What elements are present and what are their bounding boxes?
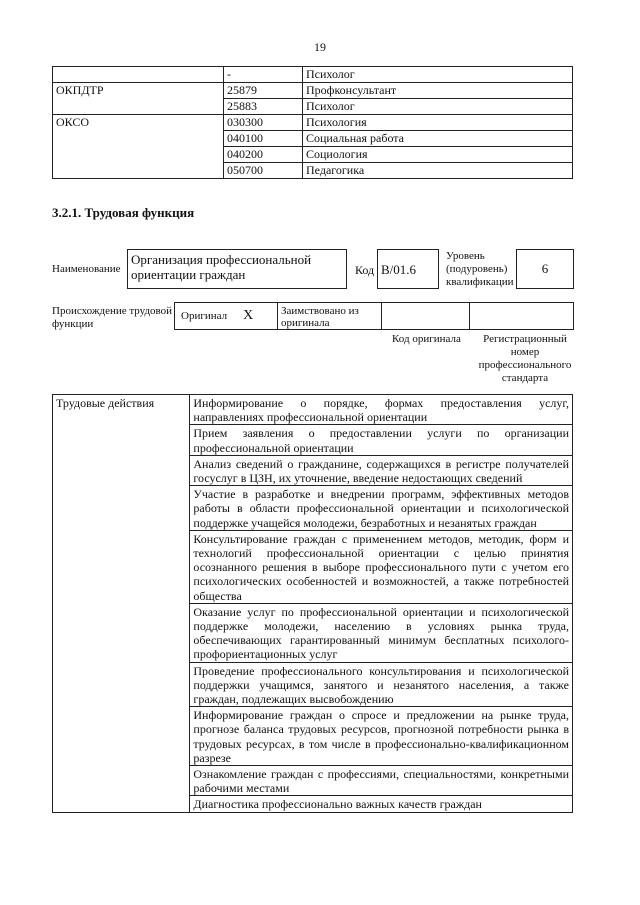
classifier-cell: ОКСО — [53, 115, 224, 179]
name-label: Наименование — [52, 263, 121, 275]
labor-actions-table — [52, 394, 573, 813]
classifier-codes-table — [52, 66, 573, 179]
labor-action-item: Информирование граждан о спросе и предложении на рынке труда, прогнозе баланса трудовых ресурсов, прогнозной потребности рынка в трудовых ресурсах, в том числе в профессионально-квалификационном разрезе — [190, 707, 573, 766]
code-cell: - — [224, 67, 303, 83]
labor-action-item: Информирование о порядке, формах предоставления услуг, направлениях профессиональной ориентации — [190, 395, 573, 425]
labor-action-item: Ознакомление граждан с профессиями, специальностями, конкретными рабочими местами — [190, 766, 573, 796]
reg-number-cell — [470, 302, 574, 330]
occupation-name-cell: Социология — [303, 147, 573, 163]
occupation-name-cell: Профконсультант — [303, 83, 573, 99]
reg-number-label: Регистрационный номер профессионального стандарта — [478, 333, 572, 384]
occupation-name-cell: Психолог — [303, 99, 573, 115]
codes-row — [53, 115, 573, 131]
page-number: 19 — [314, 40, 326, 54]
action-row — [53, 395, 573, 425]
labor-action-item: Диагностика профессионально важных качеств граждан — [190, 796, 573, 812]
labor-actions-label: Трудовые действия — [53, 395, 190, 813]
code-cell: 030300 — [224, 115, 303, 131]
qualification-level-label: Уровень (подуровень) квалификации — [446, 250, 514, 288]
occupation-name-cell: Социальная работа — [303, 131, 573, 147]
code-label: Код — [355, 263, 375, 277]
labor-action-item: Консультирование граждан с применением методов, методик, форм и технологий профессиональной ориентации с целью принятия осознанного решения в выборе профессионального пути с учетом его психологических особенностей и возможностей, а также потребностей общества — [190, 530, 573, 603]
code-cell: 050700 — [224, 163, 303, 179]
original-code-label: Код оригинала — [392, 333, 461, 345]
labor-action-item: Оказание услуг по профессиональной ориентации и психологической поддержке молодежи, населению в условиях рынка труда, обеспечивающих гарантированный минимум бесплатных психолого-профориентационных услуг — [190, 603, 573, 662]
function-name-field: Организация профессиональной ориентации граждан — [127, 249, 347, 289]
occupation-name-cell: Психология — [303, 115, 573, 131]
classifier-cell — [53, 67, 224, 83]
classifier-cell: ОКПДТР — [53, 83, 224, 115]
labor-action-item: Прием заявления о предоставлении услуги по организации профессиональной ориентации — [190, 425, 573, 455]
labor-action-item: Участие в разработке и внедрении программ, эффективных методов работы в области профессиональной ориентации и психологической поддержке учащейся молодежи, безработных и незанятых граждан — [190, 486, 573, 531]
code-cell: 25879 — [224, 83, 303, 99]
borrowed-cell: Заимствовано из оригинала — [278, 302, 382, 330]
original-code-cell — [382, 302, 470, 330]
labor-action-item: Анализ сведений о гражданине, содержащихся в регистре получателей госуслуг в ЦЗН, их уточнение, введение недостающих сведений — [190, 455, 573, 485]
section-title: 3.2.1. Трудовая функция — [52, 205, 195, 220]
codes-row — [53, 83, 573, 99]
code-cell: 040200 — [224, 147, 303, 163]
code-cell: 040100 — [224, 131, 303, 147]
codes-row — [53, 67, 573, 83]
code-cell: 25883 — [224, 99, 303, 115]
origin-row — [174, 302, 574, 330]
labor-action-item: Проведение профессионального консультирования и психологической поддержки учащимся, занятого и незанятого населения, а также граждан, подлежащих высвобождению — [190, 662, 573, 707]
qualification-level-field: 6 — [516, 249, 574, 289]
occupation-name-cell: Психолог — [303, 67, 573, 83]
origin-original-cell — [174, 302, 278, 330]
function-code-field: B/01.6 — [377, 249, 439, 289]
occupation-name-cell: Педагогика — [303, 163, 573, 179]
origin-label: Происхождение трудовой функции — [52, 305, 173, 330]
original-label: Оригинал — [181, 310, 228, 322]
original-mark: X — [243, 308, 254, 323]
